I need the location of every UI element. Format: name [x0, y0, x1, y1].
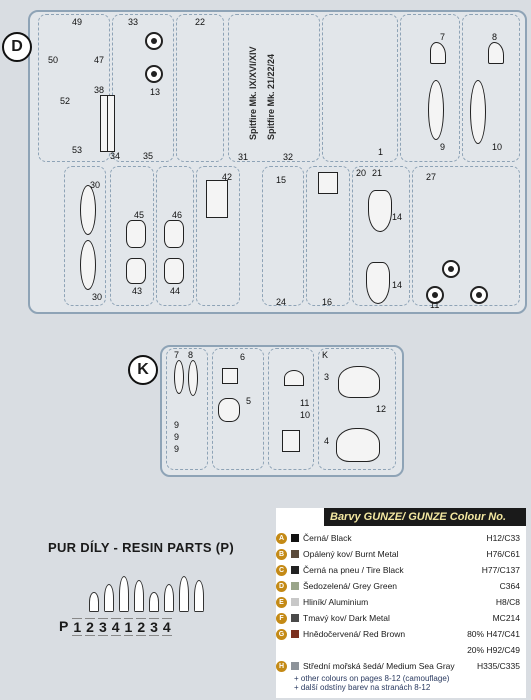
part-number: 8 — [188, 350, 194, 360]
gunsight-part — [282, 430, 300, 452]
colour-swatch — [291, 614, 299, 622]
resin-part — [134, 580, 144, 612]
resin-number: 1 — [73, 619, 82, 635]
gear-door-part — [126, 220, 146, 248]
colour-note: + other colours on pages 8-12 (camouflage) — [294, 674, 450, 683]
colour-code: 20% H92/C49 — [467, 645, 520, 655]
part-number: 9 — [440, 142, 446, 152]
part-number: 20 — [356, 168, 367, 178]
windscreen-part — [284, 370, 304, 386]
colour-swatch — [291, 598, 299, 606]
panel-part — [80, 185, 96, 235]
wheel-part — [470, 286, 488, 304]
part-number: 14 — [392, 280, 403, 290]
part-number: 31 — [238, 152, 249, 162]
part-number: 45 — [134, 210, 145, 220]
part-number: 16 — [322, 297, 333, 307]
colour-row — [276, 594, 526, 610]
part-number: 11 — [300, 398, 310, 408]
part-number: 14 — [392, 212, 403, 222]
colour-code: C364 — [499, 581, 520, 591]
canopy-part — [428, 80, 444, 140]
canopy-part — [174, 360, 184, 394]
part-number: 1 — [378, 147, 384, 157]
part-number: 9 — [174, 420, 180, 430]
resin-part — [104, 584, 114, 612]
colour-row — [276, 578, 526, 594]
part-number: 42 — [222, 172, 233, 182]
colour-row — [276, 546, 526, 562]
sprue-d-cell — [322, 14, 398, 162]
part-number: 9 — [174, 444, 180, 454]
sprue-d-cell — [412, 166, 520, 306]
part-number: 6 — [240, 352, 246, 362]
colour-name: Opálený kov/ Burnt Metal — [303, 549, 399, 559]
colour-code: H12/C33 — [486, 533, 520, 543]
resin-number: 3 — [98, 619, 107, 635]
colour-code: H8/C8 — [495, 597, 520, 607]
part-number: 44 — [170, 286, 181, 296]
part-number: 38 — [94, 85, 105, 95]
part-number: 22 — [195, 17, 206, 27]
canopy-hood-part — [338, 366, 380, 398]
colour-code: H335/C335 — [476, 661, 520, 671]
part-number: 15 — [276, 175, 287, 185]
part-number: 8 — [492, 32, 498, 42]
colour-note: + další odstíny barev na stranách 8-12 — [294, 683, 431, 692]
canopy-part — [188, 360, 198, 396]
colour-table — [276, 508, 526, 698]
panel-part — [80, 240, 96, 290]
resin-part — [164, 584, 174, 612]
part-number: 33 — [128, 17, 139, 27]
colour-code: 80% H47/C41 — [467, 629, 520, 639]
gear-door-part — [164, 220, 184, 248]
part-number: 52 — [60, 96, 71, 106]
sprue-d-cell — [462, 14, 520, 162]
window-part — [222, 368, 238, 384]
colour-letter-badge: H — [276, 661, 287, 672]
colour-swatch — [291, 630, 299, 638]
sprue-k-badge: K — [128, 355, 158, 385]
frame-part — [206, 180, 228, 218]
colour-code: MC214 — [492, 613, 520, 623]
colour-name: Černá na pneu / Tire Black — [303, 565, 404, 575]
resin-part — [149, 592, 159, 612]
colour-swatch — [291, 582, 299, 590]
part-number: 10 — [492, 142, 503, 152]
part-number: 35 — [143, 151, 154, 161]
part-number: 11 — [430, 300, 440, 310]
gear-door-part — [126, 258, 146, 284]
part-number: 7 — [440, 32, 446, 42]
resin-number: 4 — [162, 619, 171, 635]
colour-name: Střední mořská šedá/ Medium Sea Gray — [303, 661, 455, 671]
colour-row — [276, 658, 526, 674]
part-number: 47 — [94, 55, 105, 65]
part-number: 21 — [372, 168, 383, 178]
colour-name: Hnědočervená/ Red Brown — [303, 629, 406, 639]
resin-number: 1 — [124, 619, 133, 635]
resin-number: 3 — [150, 619, 158, 635]
resin-part — [119, 576, 129, 612]
colour-row — [276, 626, 526, 642]
sprue-vertical-label: Spitfire Mk. 21/22/24 — [266, 53, 276, 140]
sprue-vertical-label: Spitfire Mk. IX/XVI/XIV — [248, 46, 258, 140]
part-number: 50 — [48, 55, 59, 65]
colour-swatch — [291, 662, 299, 670]
part-number: 9 — [174, 432, 180, 442]
part-number: 43 — [132, 286, 143, 296]
window-part — [218, 398, 240, 422]
colour-code: H76/C61 — [486, 549, 520, 559]
resin-number: 2 — [86, 619, 94, 635]
sprue-k-cell — [166, 348, 208, 470]
colour-letter-badge: G — [276, 629, 287, 640]
part-number: 53 — [72, 145, 83, 155]
colour-letter-badge: A — [276, 533, 287, 544]
wheel-part — [145, 65, 163, 83]
strut-part — [107, 95, 115, 152]
part-number: 49 — [72, 17, 83, 27]
wheel-part — [442, 260, 460, 278]
colour-letter-badge: D — [276, 581, 287, 592]
resin-number: 4 — [111, 619, 120, 635]
part-number: 27 — [426, 172, 437, 182]
part-number: 13 — [150, 87, 161, 97]
colour-name: Hliník/ Aluminium — [303, 597, 369, 607]
resin-number: 2 — [137, 619, 146, 635]
colour-table-header: Barvy GUNZE/ GUNZE Colour No. — [324, 508, 526, 526]
resin-parts-title: PUR DÍLY - RESIN PARTS (P) — [48, 540, 234, 555]
colour-letter-badge: B — [276, 549, 287, 560]
colour-name: Tmavý kov/ Dark Metal — [303, 613, 390, 623]
part-number: 4 — [324, 436, 330, 446]
part-number: 24 — [276, 297, 287, 307]
resin-part — [194, 580, 204, 612]
sprue-d-badge: D — [2, 32, 32, 62]
resin-prefix: P — [59, 618, 69, 634]
sprue-d-cell — [112, 14, 174, 162]
colour-letter-badge: C — [276, 565, 287, 576]
part-number: 32 — [283, 152, 294, 162]
part-number: 12 — [376, 404, 387, 414]
colour-name: Černá/ Black — [303, 533, 352, 543]
colour-letter-badge: F — [276, 613, 287, 624]
seat-part — [318, 172, 338, 194]
colour-row — [276, 642, 526, 658]
colour-row — [276, 610, 526, 626]
part-number: 30 — [92, 292, 103, 302]
colour-row — [276, 562, 526, 578]
part-number: 3 — [324, 372, 330, 382]
wing-flap-part — [366, 262, 390, 304]
part-number: 10 — [300, 410, 311, 420]
colour-name: Šedozelená/ Grey Green — [303, 581, 398, 591]
wing-flap-part — [368, 190, 392, 232]
canopy-hood-part — [336, 428, 380, 462]
sprue-d-cell — [176, 14, 224, 162]
part-number: K — [322, 350, 329, 360]
canopy-part — [470, 80, 486, 144]
part-number: 46 — [172, 210, 183, 220]
gear-door-part — [164, 258, 184, 284]
part-number: 5 — [246, 396, 252, 406]
colour-letter-badge: E — [276, 597, 287, 608]
part-number: 30 — [90, 180, 101, 190]
colour-swatch — [291, 550, 299, 558]
wheel-part — [145, 32, 163, 50]
colour-swatch — [291, 534, 299, 542]
colour-swatch — [291, 566, 299, 574]
colour-row — [276, 530, 526, 546]
part-number: 7 — [174, 350, 180, 360]
resin-part — [179, 576, 189, 612]
part-number: 34 — [110, 151, 121, 161]
colour-code: H77/C137 — [481, 565, 520, 575]
resin-part — [89, 592, 99, 612]
sprue-d-cell — [262, 166, 304, 306]
resin-part-numbers — [58, 618, 172, 636]
